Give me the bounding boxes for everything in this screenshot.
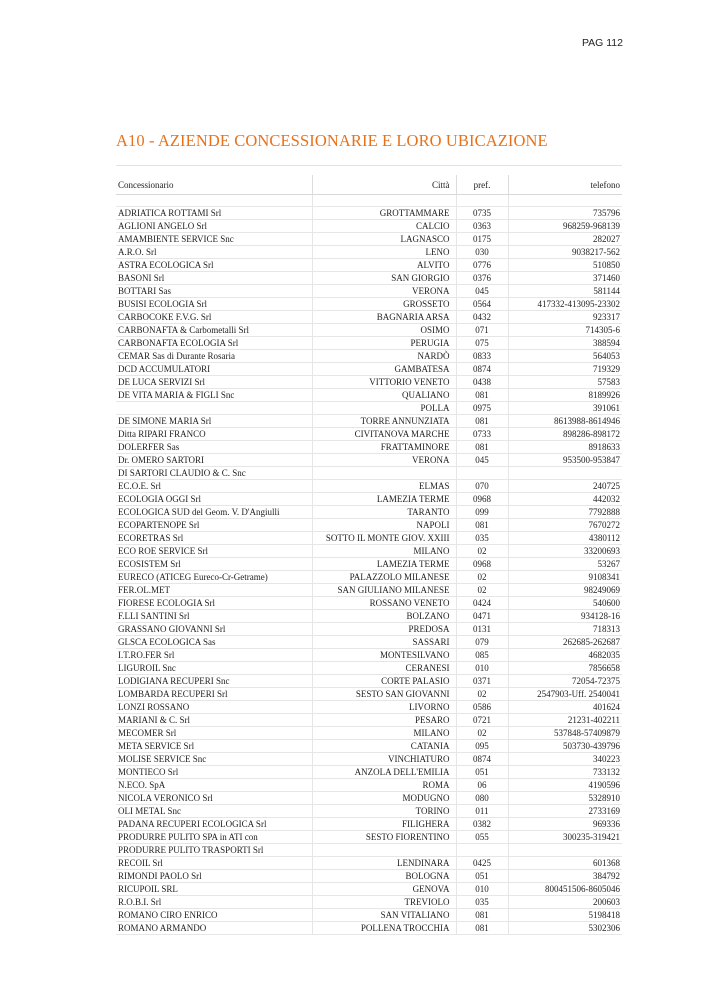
citta-cell: PALAZZOLO MILANESE	[312, 571, 456, 584]
table-row	[116, 922, 622, 935]
telefono-cell	[508, 467, 622, 480]
telefono-cell: 5302306	[508, 922, 622, 935]
pref-cell: 035	[456, 896, 508, 909]
telefono-cell: 7792888	[508, 506, 622, 519]
telefono-cell: 340223	[508, 753, 622, 766]
table-row	[116, 272, 622, 285]
citta-cell: BOLOGNA	[312, 870, 456, 883]
citta-cell: ELMAS	[312, 480, 456, 493]
pref-cell: 099	[456, 506, 508, 519]
telefono-cell: 718313	[508, 623, 622, 636]
table-row	[116, 415, 622, 428]
pref-cell: 010	[456, 883, 508, 896]
citta-cell: QUALIANO	[312, 389, 456, 402]
concessionario-cell: PRODURRE PULITO SPA in ATI con	[116, 831, 312, 844]
citta-cell: SAN GIULIANO MILANESE	[312, 584, 456, 597]
pref-cell: 0586	[456, 701, 508, 714]
concessionario-cell: N.ECO. SpA	[116, 779, 312, 792]
citta-cell: ROSSANO VENETO	[312, 597, 456, 610]
concessionario-cell: ECO ROE SERVICE Srl	[116, 545, 312, 558]
pref-cell: 080	[456, 792, 508, 805]
table-row	[116, 896, 622, 909]
concessionario-cell: I.T.RO.FER Srl	[116, 649, 312, 662]
table-row	[116, 233, 622, 246]
citta-cell: GAMBATESA	[312, 363, 456, 376]
citta-cell: SASSARI	[312, 636, 456, 649]
telefono-cell: 969336	[508, 818, 622, 831]
pref-cell: 079	[456, 636, 508, 649]
page-number: PAG 112	[581, 37, 623, 49]
concessionario-cell: ECOSISTEM Srl	[116, 558, 312, 571]
pref-cell: 0175	[456, 233, 508, 246]
concessionario-cell: LOMBARDA RECUPERI Srl	[116, 688, 312, 701]
citta-cell: GROTTAMMARE	[312, 207, 456, 220]
telefono-cell: 4380112	[508, 532, 622, 545]
table-row	[116, 714, 622, 727]
table-row	[116, 649, 622, 662]
table-row	[116, 857, 622, 870]
telefono-cell: 72054-72375	[508, 675, 622, 688]
telefono-cell: 401624	[508, 701, 622, 714]
concessionario-cell: ECOLOGICA SUD del Geom. V. D'Angiulli	[116, 506, 312, 519]
telefono-cell: 601368	[508, 857, 622, 870]
pref-cell: 02	[456, 727, 508, 740]
title-divider	[116, 165, 622, 166]
pref-cell: 055	[456, 831, 508, 844]
citta-cell: CIVITANOVA MARCHE	[312, 428, 456, 441]
concessionario-cell: MECOMER Srl	[116, 727, 312, 740]
table-row	[116, 727, 622, 740]
citta-cell: GROSSETO	[312, 298, 456, 311]
telefono-cell: 898286-898172	[508, 428, 622, 441]
telefono-cell: 4190596	[508, 779, 622, 792]
table-row	[116, 493, 622, 506]
citta-cell: SAN VITALIANO	[312, 909, 456, 922]
pref-cell: 0425	[456, 857, 508, 870]
table-row	[116, 610, 622, 623]
pref-cell: 0733	[456, 428, 508, 441]
table-row	[116, 246, 622, 259]
telefono-cell: 934128-16	[508, 610, 622, 623]
citta-cell: SOTTO IL MONTE GIOV. XXIII	[312, 532, 456, 545]
telefono-cell: 8918633	[508, 441, 622, 454]
pref-cell: 0833	[456, 350, 508, 363]
telefono-cell: 200603	[508, 896, 622, 909]
pref-cell: 0564	[456, 298, 508, 311]
telefono-cell: 510850	[508, 259, 622, 272]
telefono-cell: 240725	[508, 480, 622, 493]
concessionario-cell: META SERVICE Srl	[116, 740, 312, 753]
table-row	[116, 454, 622, 467]
concessionario-cell: RECOIL Srl	[116, 857, 312, 870]
concessionario-cell: BUSISI ECOLOGIA Srl	[116, 298, 312, 311]
pref-cell: 02	[456, 545, 508, 558]
pref-cell: 06	[456, 779, 508, 792]
telefono-cell: 2733169	[508, 805, 622, 818]
pref-cell: 0471	[456, 610, 508, 623]
citta-cell: LENO	[312, 246, 456, 259]
pref-cell: 070	[456, 480, 508, 493]
citta-cell: LAMEZIA TERME	[312, 558, 456, 571]
concessionario-cell: CEMAR Sas di Durante Rosaria	[116, 350, 312, 363]
concessionario-cell: EURECO (ATICEG Eureco-Cr-Getrame)	[116, 571, 312, 584]
telefono-cell: 581144	[508, 285, 622, 298]
pref-cell: 0874	[456, 363, 508, 376]
citta-cell: TREVIOLO	[312, 896, 456, 909]
concessionario-cell: FER.OL.MET	[116, 584, 312, 597]
table-row	[116, 350, 622, 363]
telefono-cell: 564053	[508, 350, 622, 363]
header-concessionario: Concessionario	[116, 175, 312, 195]
citta-cell: MILANO	[312, 727, 456, 740]
citta-cell: TORINO	[312, 805, 456, 818]
concessionario-cell: DCD ACCUMULATORI	[116, 363, 312, 376]
pref-cell: 0968	[456, 493, 508, 506]
table-row	[116, 389, 622, 402]
citta-cell: ALVITO	[312, 259, 456, 272]
concessionario-cell: RICUPOIL SRL	[116, 883, 312, 896]
citta-cell: LAMEZIA TERME	[312, 493, 456, 506]
table-row	[116, 909, 622, 922]
citta-cell: PESARO	[312, 714, 456, 727]
concessionario-cell: ECOLOGIA OGGI Srl	[116, 493, 312, 506]
concessionario-cell: CARBONAFTA ECOLOGIA Srl	[116, 337, 312, 350]
telefono-cell: 540600	[508, 597, 622, 610]
table-row	[116, 207, 622, 220]
citta-cell: VERONA	[312, 285, 456, 298]
table-row	[116, 883, 622, 896]
telefono-cell: 53267	[508, 558, 622, 571]
pref-cell: 081	[456, 519, 508, 532]
table-row	[116, 779, 622, 792]
pref-cell: 0874	[456, 753, 508, 766]
pref-cell: 0776	[456, 259, 508, 272]
concessionari-table	[116, 175, 622, 935]
citta-cell: CATANIA	[312, 740, 456, 753]
table-row	[116, 662, 622, 675]
citta-cell	[312, 467, 456, 480]
concessionario-cell: FIORESE ECOLOGIA Srl	[116, 597, 312, 610]
telefono-cell: 735796	[508, 207, 622, 220]
table-row	[116, 532, 622, 545]
concessionario-cell: PRODURRE PULITO TRASPORTI Srl	[116, 844, 312, 857]
table-row	[116, 766, 622, 779]
table-row	[116, 337, 622, 350]
citta-cell: TORRE ANNUNZIATA	[312, 415, 456, 428]
telefono-cell: 923317	[508, 311, 622, 324]
header-telefono: telefono	[508, 175, 622, 195]
citta-cell: OSIMO	[312, 324, 456, 337]
concessionario-cell: DI SARTORI CLAUDIO & C. Snc	[116, 467, 312, 480]
citta-cell: CORTE PALASIO	[312, 675, 456, 688]
table-row	[116, 844, 622, 857]
pref-cell: 030	[456, 246, 508, 259]
telefono-cell	[508, 844, 622, 857]
citta-cell: SAN GIORGIO	[312, 272, 456, 285]
pref-cell: 071	[456, 324, 508, 337]
pref-cell: 02	[456, 584, 508, 597]
pref-cell	[456, 844, 508, 857]
pref-cell: 081	[456, 441, 508, 454]
concessionario-cell: ECOPARTENOPE Srl	[116, 519, 312, 532]
telefono-cell: 262685-262687	[508, 636, 622, 649]
table-row	[116, 571, 622, 584]
concessionario-cell: PADANA RECUPERI ECOLOGICA Srl	[116, 818, 312, 831]
table-row	[116, 285, 622, 298]
citta-cell: PERUGIA	[312, 337, 456, 350]
telefono-cell: 733132	[508, 766, 622, 779]
telefono-cell: 7856658	[508, 662, 622, 675]
citta-cell: FRATTAMINORE	[312, 441, 456, 454]
table-row	[116, 597, 622, 610]
telefono-cell: 282027	[508, 233, 622, 246]
telefono-cell: 719329	[508, 363, 622, 376]
table-row	[116, 688, 622, 701]
telefono-cell: 417332-413095-23302	[508, 298, 622, 311]
pref-cell: 0735	[456, 207, 508, 220]
table-row	[116, 480, 622, 493]
concessionario-cell: R.O.B.I. Srl	[116, 896, 312, 909]
telefono-cell: 4682035	[508, 649, 622, 662]
telefono-cell: 388594	[508, 337, 622, 350]
pref-cell: 0376	[456, 272, 508, 285]
concessionario-cell: EC.O.E. Srl	[116, 480, 312, 493]
citta-cell: PREDOSA	[312, 623, 456, 636]
telefono-cell: 8189926	[508, 389, 622, 402]
telefono-cell: 21231-402211	[508, 714, 622, 727]
telefono-cell: 98249069	[508, 584, 622, 597]
telefono-cell: 391061	[508, 402, 622, 415]
citta-cell: MODUGNO	[312, 792, 456, 805]
concessionario-cell: Dr. OMERO SARTORI	[116, 454, 312, 467]
table-row	[116, 740, 622, 753]
header-pref: pref.	[456, 175, 508, 195]
telefono-cell: 7670272	[508, 519, 622, 532]
citta-cell: GENOVA	[312, 883, 456, 896]
table-row	[116, 376, 622, 389]
telefono-cell: 371460	[508, 272, 622, 285]
concessionario-cell: MARIANI & C. Srl	[116, 714, 312, 727]
telefono-cell: 442032	[508, 493, 622, 506]
concessionario-cell: DE LUCA SERVIZI Srl	[116, 376, 312, 389]
table-row	[116, 311, 622, 324]
pref-cell: 035	[456, 532, 508, 545]
pref-cell: 0975	[456, 402, 508, 415]
pref-cell: 081	[456, 922, 508, 935]
table-row	[116, 792, 622, 805]
telefono-cell: 5328910	[508, 792, 622, 805]
telefono-cell: 57583	[508, 376, 622, 389]
pref-cell: 0363	[456, 220, 508, 233]
concessionario-cell: BOTTARI Sas	[116, 285, 312, 298]
telefono-cell: 800451506-8605046	[508, 883, 622, 896]
pref-cell: 0432	[456, 311, 508, 324]
citta-cell: VERONA	[312, 454, 456, 467]
table-row	[116, 402, 622, 415]
table-row	[116, 259, 622, 272]
pref-cell: 081	[456, 909, 508, 922]
citta-cell: MONTESILVANO	[312, 649, 456, 662]
concessionario-cell: LONZI ROSSANO	[116, 701, 312, 714]
citta-cell: NARDÒ	[312, 350, 456, 363]
telefono-cell: 5198418	[508, 909, 622, 922]
telefono-cell: 968259-968139	[508, 220, 622, 233]
telefono-cell: 33200693	[508, 545, 622, 558]
concessionario-cell: DOLERFER Sas	[116, 441, 312, 454]
concessionario-cell	[116, 402, 312, 415]
table-row	[116, 545, 622, 558]
citta-cell: BAGNARIA ARSA	[312, 311, 456, 324]
concessionario-cell: A.R.O. Srl	[116, 246, 312, 259]
table-row	[116, 428, 622, 441]
concessionario-cell: LIGUROIL Snc	[116, 662, 312, 675]
table-spacer-row	[116, 195, 622, 207]
pref-cell: 045	[456, 454, 508, 467]
concessionario-cell: F.LLI SANTINI Srl	[116, 610, 312, 623]
telefono-cell: 8613988-8614946	[508, 415, 622, 428]
citta-cell: POLLA	[312, 402, 456, 415]
telefono-cell: 953500-953847	[508, 454, 622, 467]
pref-cell: 0131	[456, 623, 508, 636]
citta-cell: SESTO SAN GIOVANNI	[312, 688, 456, 701]
citta-cell: POLLENA TROCCHIA	[312, 922, 456, 935]
pref-cell: 0424	[456, 597, 508, 610]
telefono-cell: 9038217-562	[508, 246, 622, 259]
concessionario-cell: RIMONDI PAOLO Srl	[116, 870, 312, 883]
pref-cell: 051	[456, 870, 508, 883]
citta-cell: FILIGHERA	[312, 818, 456, 831]
telefono-cell: 2547903-Uff. 2540041	[508, 688, 622, 701]
header-citta: Città	[312, 175, 456, 195]
concessionario-cell: GLSCA ECOLOGICA Sas	[116, 636, 312, 649]
citta-cell: CALCIO	[312, 220, 456, 233]
concessionario-cell: ROMANO ARMANDO	[116, 922, 312, 935]
pref-cell: 095	[456, 740, 508, 753]
concessionario-cell: DE SIMONE MARIA Srl	[116, 415, 312, 428]
concessionario-cell: BASONI Srl	[116, 272, 312, 285]
pref-cell: 02	[456, 688, 508, 701]
citta-cell: VITTORIO VENETO	[312, 376, 456, 389]
citta-cell: CERANESI	[312, 662, 456, 675]
table-row	[116, 636, 622, 649]
citta-cell: BOLZANO	[312, 610, 456, 623]
table-row	[116, 467, 622, 480]
concessionario-cell: ADRIATICA ROTTAMI Srl	[116, 207, 312, 220]
concessionario-cell: MONTIECO Srl	[116, 766, 312, 779]
telefono-cell: 384792	[508, 870, 622, 883]
citta-cell: MILANO	[312, 545, 456, 558]
citta-cell: LAGNASCO	[312, 233, 456, 246]
page-title: A10 - AZIENDE CONCESSIONARIE E LORO UBICAZIONE	[116, 131, 548, 150]
pref-cell: 0382	[456, 818, 508, 831]
concessionario-cell: NICOLA VERONICO Srl	[116, 792, 312, 805]
table-row	[116, 324, 622, 337]
table-row	[116, 623, 622, 636]
pref-cell: 085	[456, 649, 508, 662]
citta-cell: ANZOLA DELL'EMILIA	[312, 766, 456, 779]
pref-cell: 045	[456, 285, 508, 298]
citta-cell: NAPOLI	[312, 519, 456, 532]
telefono-cell: 537848-57409879	[508, 727, 622, 740]
table-row	[116, 675, 622, 688]
table-header	[116, 175, 622, 195]
pref-cell: 0438	[456, 376, 508, 389]
telefono-cell: 300235-319421	[508, 831, 622, 844]
table-row	[116, 805, 622, 818]
pref-cell: 081	[456, 389, 508, 402]
table-body	[116, 195, 622, 935]
table-row	[116, 441, 622, 454]
table-row	[116, 831, 622, 844]
concessionario-cell: GRASSANO GIOVANNI Srl	[116, 623, 312, 636]
table-row	[116, 558, 622, 571]
telefono-cell: 503730-439796	[508, 740, 622, 753]
table-row	[116, 363, 622, 376]
table-row	[116, 584, 622, 597]
table-row	[116, 870, 622, 883]
pref-cell: 0721	[456, 714, 508, 727]
pref-cell	[456, 467, 508, 480]
concessionario-cell: Ditta RIPARI FRANCO	[116, 428, 312, 441]
table-row	[116, 298, 622, 311]
table-row	[116, 220, 622, 233]
table-row	[116, 701, 622, 714]
pref-cell: 011	[456, 805, 508, 818]
concessionario-cell: CARBOCOKE F.V.G. Srl	[116, 311, 312, 324]
concessionario-cell: OLI METAL Snc	[116, 805, 312, 818]
table-row	[116, 506, 622, 519]
concessionario-cell: ASTRA ECOLOGICA Srl	[116, 259, 312, 272]
concessionario-cell: CARBONAFTA & Carbometalli Srl	[116, 324, 312, 337]
citta-cell	[312, 844, 456, 857]
telefono-cell: 714305-6	[508, 324, 622, 337]
concessionario-cell: DE VITA MARIA & FIGLI Snc	[116, 389, 312, 402]
pref-cell: 010	[456, 662, 508, 675]
pref-cell: 02	[456, 571, 508, 584]
concessionario-cell: MOLISE SERVICE Snc	[116, 753, 312, 766]
concessionario-cell: ECORETRAS Srl	[116, 532, 312, 545]
concessionario-cell: AMAMBIENTE SERVICE Snc	[116, 233, 312, 246]
pref-cell: 0371	[456, 675, 508, 688]
table-row	[116, 753, 622, 766]
citta-cell: LIVORNO	[312, 701, 456, 714]
citta-cell: LENDINARA	[312, 857, 456, 870]
concessionario-cell: AGLIONI ANGELO Srl	[116, 220, 312, 233]
pref-cell: 081	[456, 415, 508, 428]
telefono-cell: 9108341	[508, 571, 622, 584]
pref-cell: 075	[456, 337, 508, 350]
citta-cell: SESTO FIORENTINO	[312, 831, 456, 844]
citta-cell: ROMA	[312, 779, 456, 792]
citta-cell: VINCHIATURO	[312, 753, 456, 766]
table-row	[116, 519, 622, 532]
table-row	[116, 818, 622, 831]
concessionario-cell: ROMANO CIRO ENRICO	[116, 909, 312, 922]
pref-cell: 051	[456, 766, 508, 779]
pref-cell: 0968	[456, 558, 508, 571]
concessionario-cell: LODIGIANA RECUPERI Snc	[116, 675, 312, 688]
citta-cell: TARANTO	[312, 506, 456, 519]
